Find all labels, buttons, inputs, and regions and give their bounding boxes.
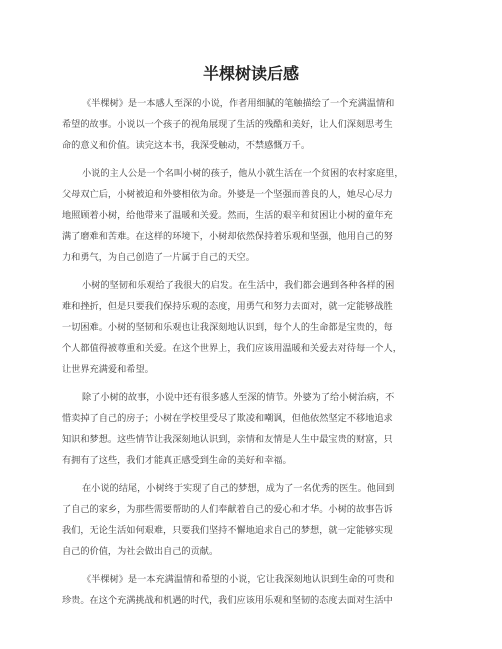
paragraph-line: 力和勇气，为自己创造了一片属于自己的天空。 xyxy=(62,251,255,263)
paragraph-line: 难和挫折，但是只要我们保持乐观的态度，用勇气和努力去面对，就一定能够战胜 xyxy=(62,300,393,312)
paragraph-line: 满了磨难和苦难。在这样的环境下，小树却依然保持着乐观和坚强，他用自己的努 xyxy=(62,230,393,242)
paragraph-line: 我们，无论生活如何艰难，只要我们坚持不懈地追求自己的梦想，就一定能够实现 xyxy=(62,524,393,536)
paragraph-line: 让世界充满爱和希望。 xyxy=(62,363,154,375)
paragraph-line: 惜卖掉了自己的房子；小树在学校里受尽了欺凌和嘲讽，但他依然坚定不移地追求 xyxy=(62,412,393,424)
paragraph-line: 一切困难。小树的坚韧和乐观也让我深刻地认识到，每个人的生命都是宝贵的，每 xyxy=(62,321,393,333)
paragraph-6 xyxy=(62,570,444,612)
paragraph-1 xyxy=(62,94,444,157)
paragraph-line: 希望的故事。小说以一个孩子的视角展现了生活的残酷和美好，让人们深刻思考生 xyxy=(62,118,393,130)
paragraph-line: 小说的主人公是一个名叫小树的孩子，他从小就生活在一个贫困的农村家庭里， xyxy=(82,168,404,179)
paragraph-5 xyxy=(62,479,444,563)
paragraph-line: 命的意义和价值。读完这本书，我深受触动，不禁感慨万千。 xyxy=(62,139,311,151)
paragraph-line: 小树的坚韧和乐观给了我很大的启发。在生活中，我们都会遇到各种各样的困 xyxy=(82,280,395,291)
paragraph-3 xyxy=(62,276,444,381)
paragraph-line: 了自己的家乡，为那些需要帮助的人们奉献着自己的爱心和才华。小树的故事告诉 xyxy=(62,503,393,515)
paragraph-line: 在小说的结尾，小树终于实现了自己的梦想，成为了一名优秀的医生。他回到 xyxy=(82,483,395,494)
paragraph-line: 自己的价值，为社会做出自己的贡献。 xyxy=(62,545,219,557)
paragraph-line: 珍贵。在这个充满挑战和机遇的时代，我们应该用乐观和坚韧的态度去面对生活中 xyxy=(62,594,393,606)
paragraph-2 xyxy=(62,164,444,269)
page-title: 半棵树读后感 xyxy=(202,64,299,83)
paragraph-line: 《半棵树》是一本感人至深的小说，作者用细腻的笔触描绘了一个充满温情和 xyxy=(82,98,395,109)
paragraph-line: 个人都值得被尊重和关爱。在这个世界上，我们应该用温暖和关爱去对待每一个人， xyxy=(62,342,402,354)
paragraph-line: 《半棵树》是一本充满温情和希望的小说，它让我深刻地认识到生命的可贵和 xyxy=(82,574,395,585)
paragraph-line: 父母双亡后，小树被迫和外婆相依为命。外婆是一个坚强而善良的人，她尽心尽力 xyxy=(62,188,393,200)
paragraph-line: 有拥有了这些，我们才能真正感受到生命的美好和幸福。 xyxy=(62,454,292,466)
paragraph-line: 除了小树的故事，小说中还有很多感人至深的情节。外婆为了给小树治病，不 xyxy=(82,392,395,403)
paragraph-line: 知识和梦想。这些情节让我深刻地认识到，亲情和友情是人生中最宝贵的财富，只 xyxy=(62,433,393,445)
paragraph-4 xyxy=(62,388,444,472)
paragraph-line: 地照顾着小树，给他带来了温暖和关爱。然而，生活的艰辛和贫困让小树的童年充 xyxy=(62,209,393,221)
